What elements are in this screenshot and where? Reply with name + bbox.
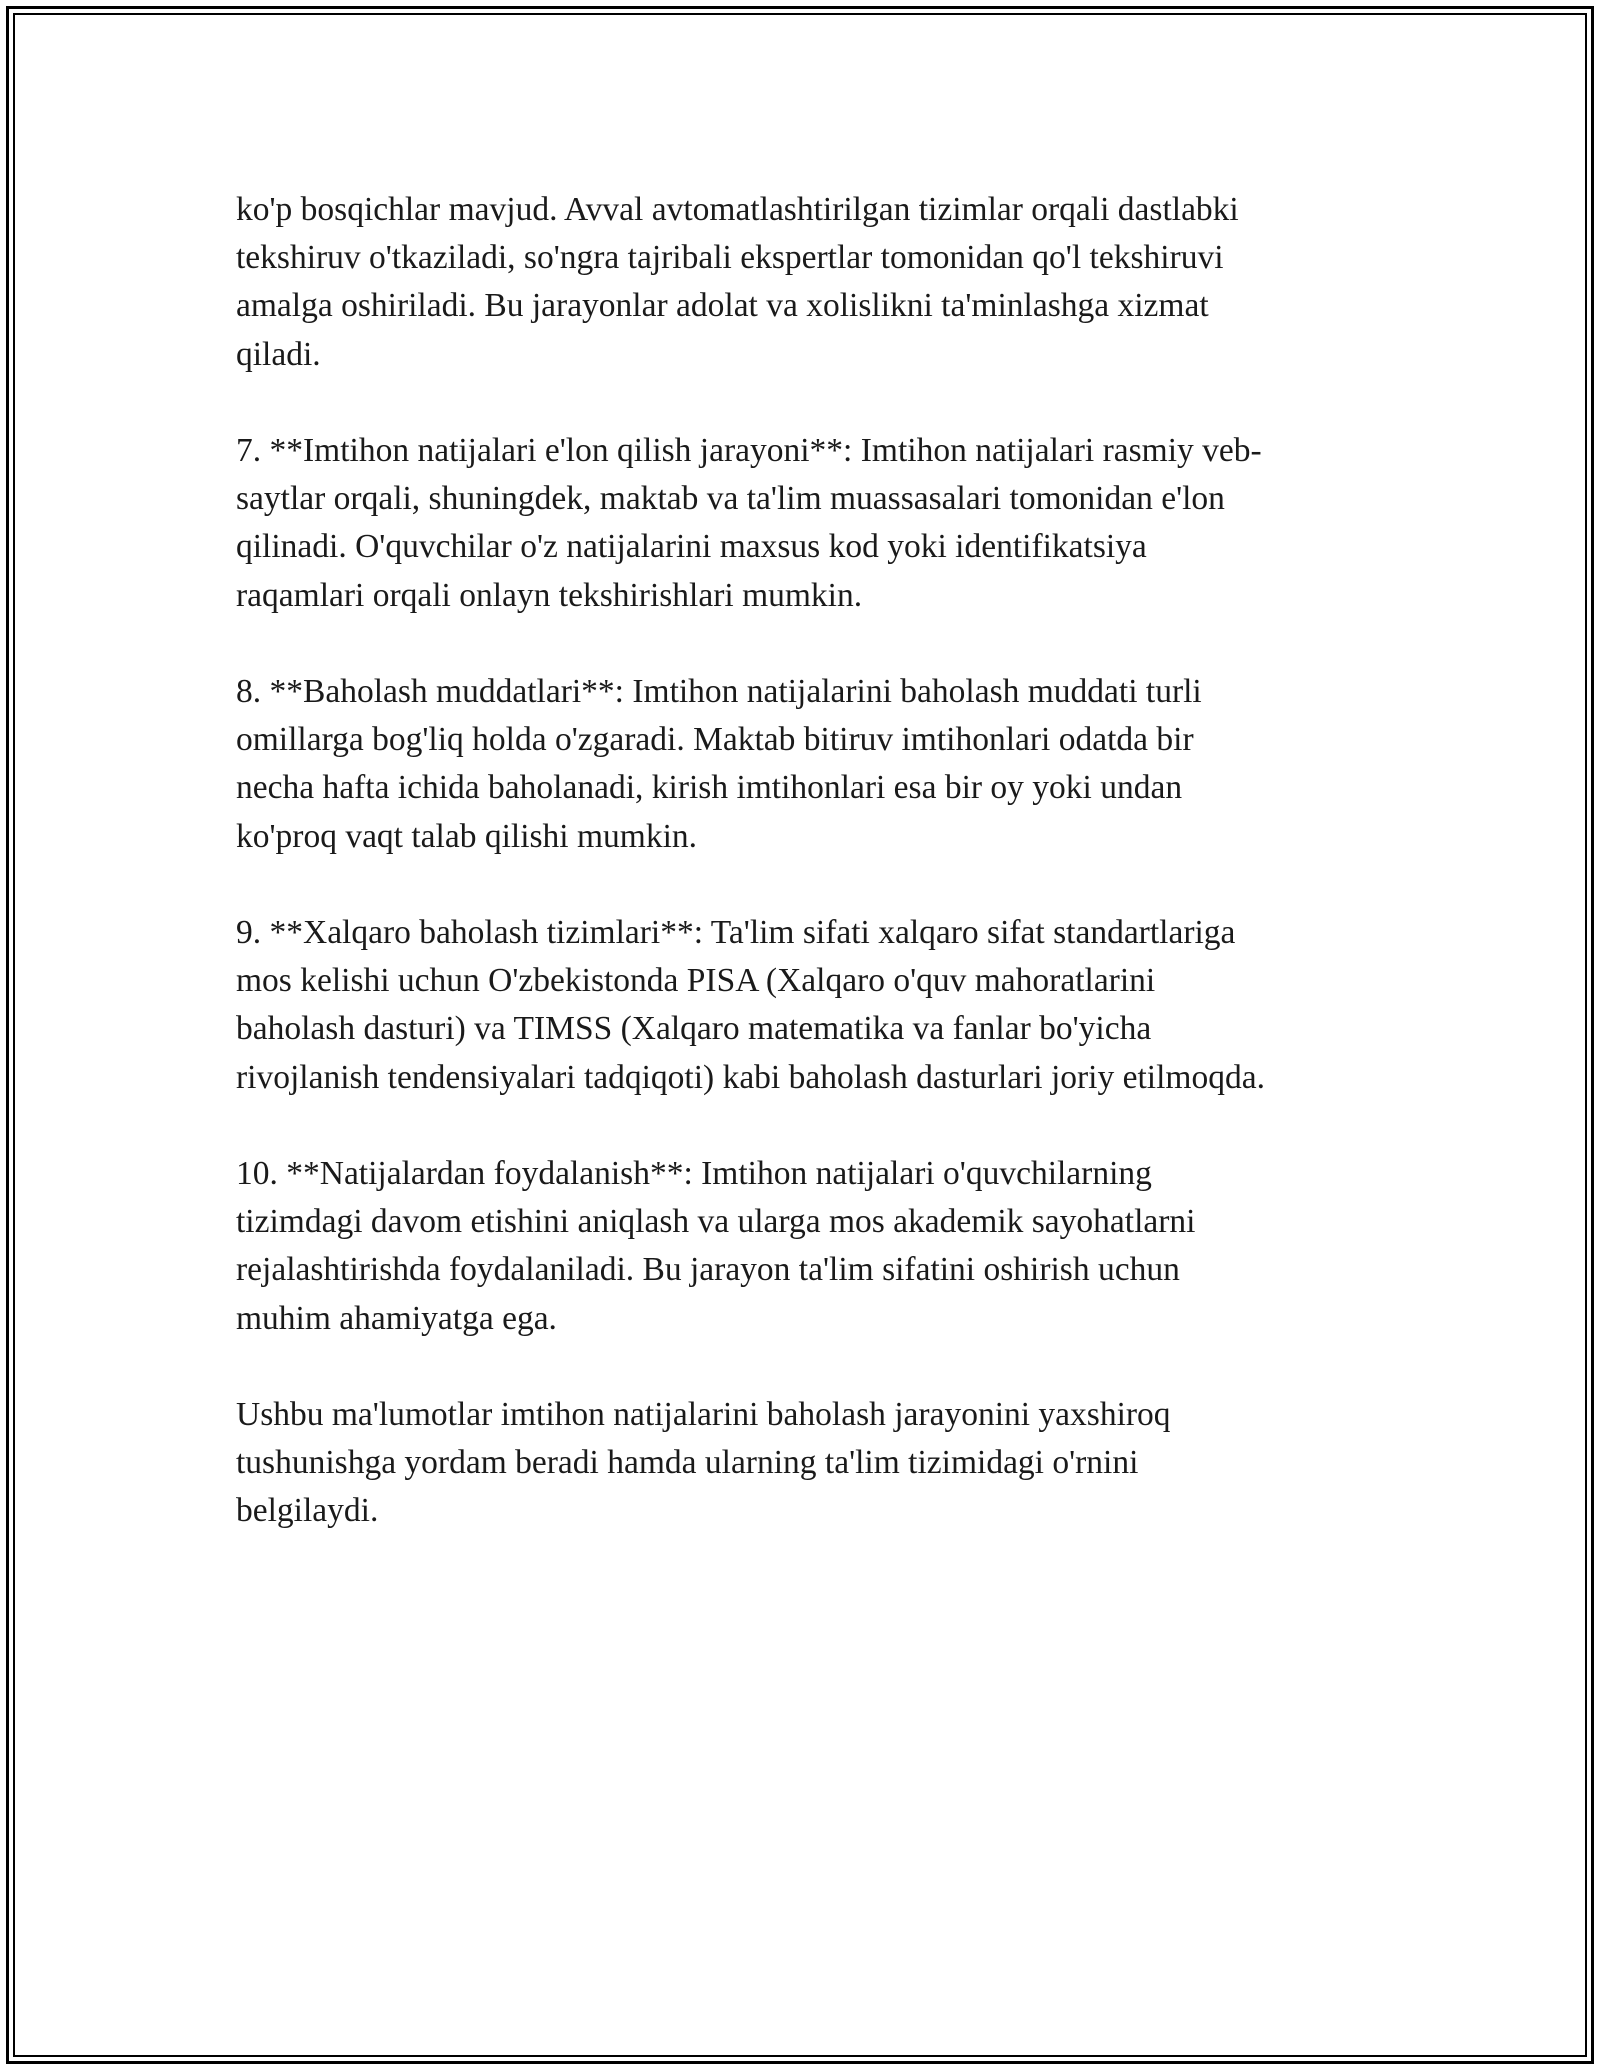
text-line: Ushbu ma'lumotlar imtihon natijalarini baholash jarayonini yaxshiroq [236, 1396, 1171, 1433]
text-line: ko'p bosqichlar mavjud. Avval avtomatlashtirilgan tizimlar orqali dastlabki [236, 191, 1239, 228]
text-line: 10. **Natijalardan foydalanish**: Imtihon natijalari o'quvchilarning [236, 1155, 1152, 1192]
text-line: 9. **Xalqaro baholash tizimlari**: Ta'lim sifati xalqaro sifat standartlariga [236, 914, 1236, 951]
paragraph-item-10 [236, 1150, 1376, 1343]
text-line: qilinadi. O'quvchilar o'z natijalarini maxsus kod yoki identifikatsiya [236, 528, 1147, 566]
paragraph-item-9 [236, 909, 1376, 1102]
text-line: tizimdagi davom etishini aniqlash va ularga mos akademik sayohatlarni [236, 1203, 1196, 1241]
text-line: omillarga bog'liq holda o'zgaradi. Maktab bitiruv imtihonlari odatda bir [236, 721, 1194, 759]
paragraph-item-8 [236, 668, 1376, 861]
paragraph-item-7 [236, 427, 1376, 620]
text-line: mos kelishi uchun O'zbekistonda PISA (Xalqaro o'quv mahoratlarini [236, 962, 1156, 1000]
text-line: necha hafta ichida baholanadi, kirish imtihonlari esa bir oy yoki undan [236, 769, 1183, 807]
text-line: baholash dasturi) va TIMSS (Xalqaro matematika va fanlar bo'yicha [236, 1010, 1152, 1048]
text-line: belgilaydi. [236, 1492, 379, 1530]
text-line: 7. **Imtihon natijalari e'lon qilish jarayoni**: Imtihon natijalari rasmiy veb- [236, 432, 1262, 469]
text-line: tushunishga yordam beradi hamda ularning ta'lim tizimidagi o'rnini [236, 1444, 1139, 1482]
text-line: saytlar orqali, shuningdek, maktab va ta'lim muassasalari tomonidan e'lon [236, 480, 1225, 518]
text-line: rivojlanish tendensiyalari tadqiqoti) kabi baholash dasturlari joriy etilmoqda. [236, 1058, 1265, 1096]
paragraph-conclusion [236, 1391, 1376, 1536]
text-line: amalga oshiriladi. Bu jarayonlar adolat va xolislikni ta'minlashga xizmat [236, 287, 1209, 325]
text-line: tekshiruv o'tkaziladi, so'ngra tajribali ekspertlar tomonidan qo'l tekshiruvi [236, 239, 1224, 277]
text-line: 8. **Baholash muddatlari**: Imtihon natijalarini baholash muddati turli [236, 673, 1202, 710]
text-line: rejalashtirishda foydalaniladi. Bu jarayon ta'lim sifatini oshirish uchun [236, 1251, 1180, 1289]
text-line: raqamlari orqali onlayn tekshirishlari mumkin. [236, 576, 863, 614]
paragraph-review-stages [236, 186, 1376, 379]
text-line: muhim ahamiyatga ega. [236, 1299, 557, 1337]
document-body [236, 186, 1376, 1584]
text-line: qiladi. [236, 335, 321, 373]
text-line: ko'proq vaqt talab qilishi mumkin. [236, 817, 698, 855]
